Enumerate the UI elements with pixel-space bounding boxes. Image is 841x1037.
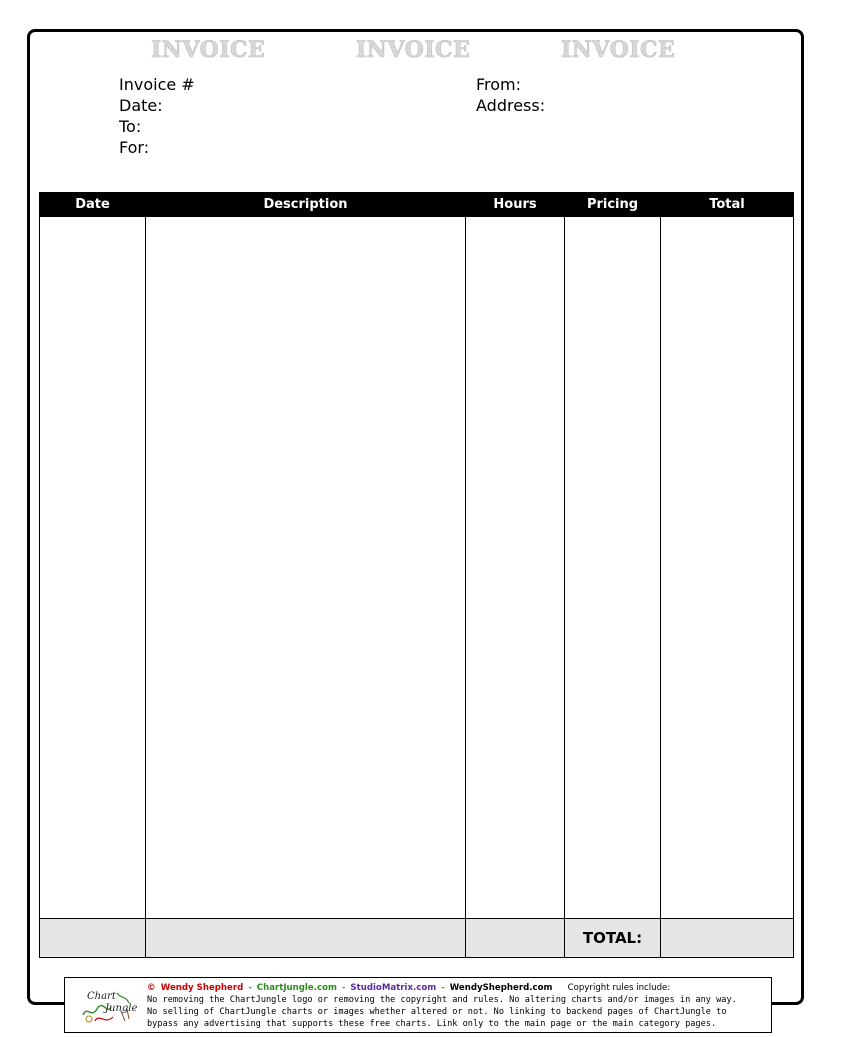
date-label: Date:	[119, 96, 163, 115]
table-body-row	[40, 217, 794, 919]
table-header-row	[40, 192, 794, 217]
svg-text:Chart: Chart	[87, 991, 116, 1002]
total-row-description-cell	[146, 919, 466, 958]
for-label: For:	[119, 138, 150, 157]
copyright-rules-intro: Copyright rules include:	[567, 983, 671, 993]
studiomatrix-link[interactable]: StudioMatrix.com	[350, 983, 437, 993]
grand-total-label: TOTAL:	[565, 919, 661, 958]
invoice-items-table	[39, 192, 794, 958]
invoice-watermark: INVOICE	[561, 37, 676, 63]
total-row-hours-cell	[466, 919, 565, 958]
address-label: Address:	[476, 96, 546, 115]
invoice-watermark: INVOICE	[151, 37, 266, 63]
invoice-watermark: INVOICE	[356, 37, 471, 63]
copyright-rule-line: bypass any advertising that supports these free charts. Link only to the main page or the main category pages.	[147, 1019, 717, 1029]
author-name: Wendy Shepherd	[160, 983, 244, 993]
copyright-rule-line: No selling of ChartJungle charts or images whether altered or not. No linking to backend pages of ChartJungle to	[147, 1007, 727, 1017]
chartjungle-link[interactable]: ChartJungle.com	[256, 983, 337, 993]
credits-line: © Wendy Shepherd - ChartJungle.com - StudioMatrix.com - WendyShepherd.com Copyright rules include:	[147, 983, 671, 993]
copyright-footer	[64, 977, 772, 1033]
bill-to-block	[119, 74, 195, 158]
grand-total-value-cell[interactable]	[661, 919, 794, 958]
pricing-cell[interactable]	[565, 217, 661, 919]
copyright-rule-line: No removing the ChartJungle logo or removing the copyright and rules. No altering charts and/or images in any way.	[147, 995, 737, 1005]
to-label: To:	[119, 117, 142, 136]
invoice-number-label: Invoice #	[119, 75, 195, 94]
copyright-symbol: ©	[147, 983, 156, 993]
column-header-total: Total	[661, 192, 794, 217]
from-label: From:	[476, 75, 522, 94]
hours-cell[interactable]	[466, 217, 565, 919]
date-cell[interactable]	[40, 217, 146, 919]
copyright-text	[147, 982, 737, 1030]
wendyshepherd-link[interactable]: WendyShepherd.com	[449, 983, 553, 993]
chartjungle-logo	[77, 985, 139, 1027]
from-block	[476, 74, 545, 116]
total-row-date-cell	[40, 919, 146, 958]
total-cell[interactable]	[661, 217, 794, 919]
table-total-row	[40, 919, 794, 958]
column-header-pricing: Pricing	[565, 192, 661, 217]
column-header-description: Description	[146, 192, 466, 217]
svg-text:Jungle: Jungle	[105, 1003, 138, 1014]
column-header-hours: Hours	[466, 192, 565, 217]
column-header-date: Date	[40, 192, 146, 217]
description-cell[interactable]	[146, 217, 466, 919]
